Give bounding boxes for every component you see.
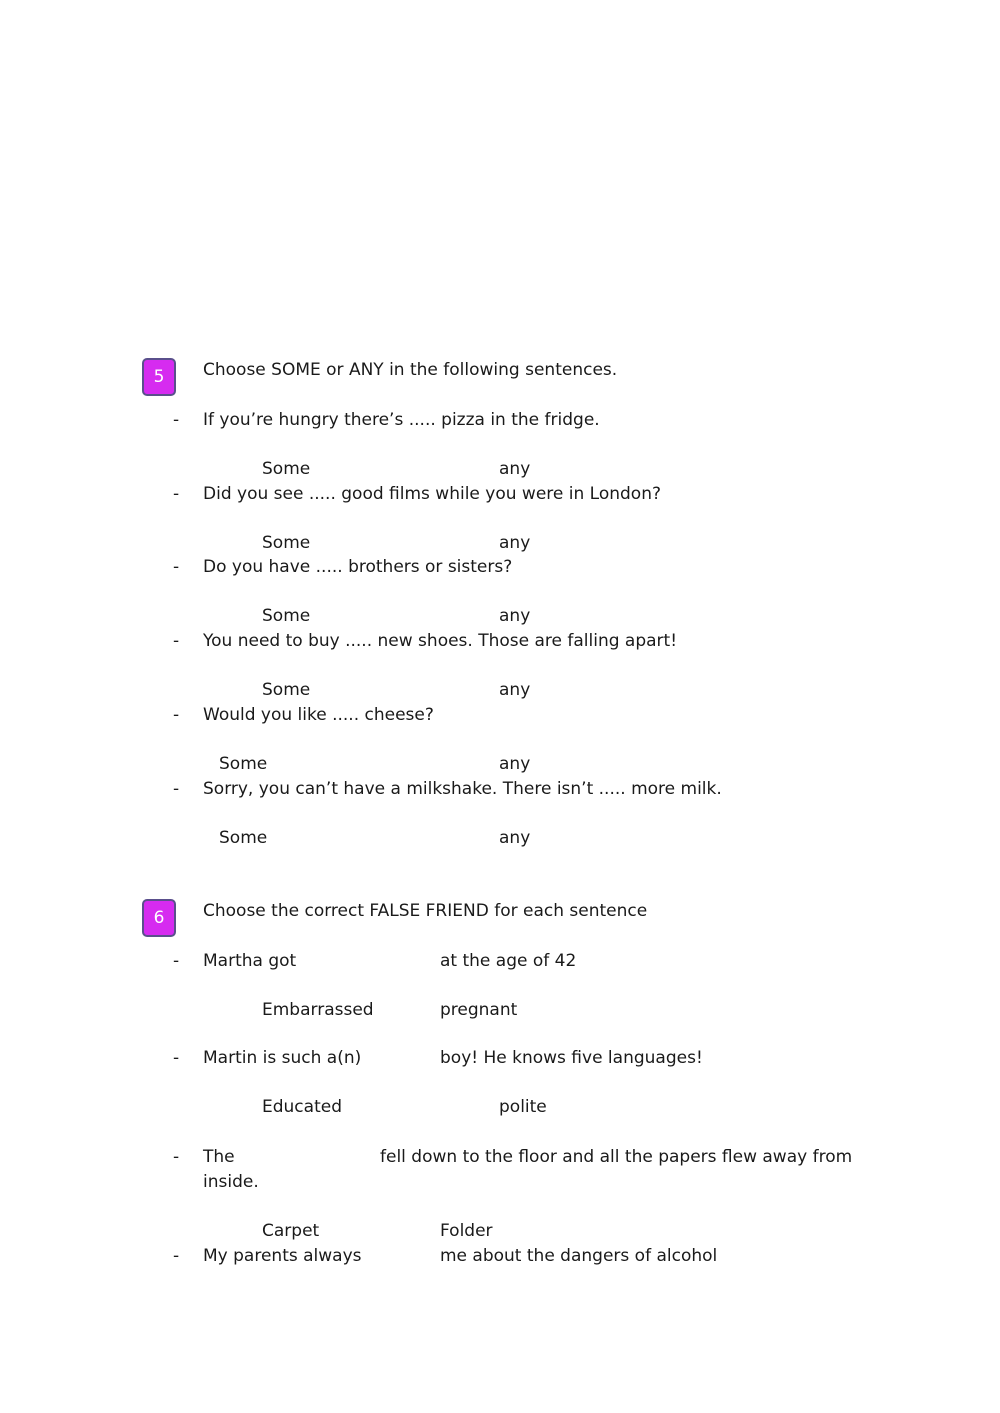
section-6-number: 6 bbox=[153, 908, 165, 928]
option-6-2-b[interactable]: polite bbox=[499, 1097, 547, 1117]
option-any-5-3[interactable]: any bbox=[499, 606, 531, 626]
section-5-instruction: Choose SOME or ANY in the following sentences. bbox=[203, 360, 618, 380]
bullet-dash: - bbox=[173, 1147, 180, 1167]
bullet-dash: - bbox=[173, 1048, 180, 1068]
bullet-dash: - bbox=[173, 631, 180, 651]
option-any-5-2[interactable]: any bbox=[499, 533, 531, 553]
option-some-5-1[interactable]: Some bbox=[262, 459, 311, 479]
option-some-5-6[interactable]: Some bbox=[219, 828, 268, 848]
sentence-6-2-start: Martin is such a(n) bbox=[203, 1048, 362, 1068]
sentence-6-3-end: fell down to the floor and all the papers flew away from bbox=[380, 1147, 853, 1167]
bullet-dash: - bbox=[173, 951, 180, 971]
section-5-number: 5 bbox=[153, 367, 165, 387]
option-some-5-2[interactable]: Some bbox=[262, 533, 311, 553]
section-6-number-badge bbox=[142, 899, 176, 937]
option-6-3-b[interactable]: Folder bbox=[440, 1221, 493, 1241]
option-any-5-6[interactable]: any bbox=[499, 828, 531, 848]
sentence-6-4-end: me about the dangers of alcohol bbox=[440, 1246, 718, 1266]
sentence-6-2-end: boy! He knows five languages! bbox=[440, 1048, 703, 1068]
sentence-6-1-start: Martha got bbox=[203, 951, 297, 971]
option-6-3-a[interactable]: Carpet bbox=[262, 1221, 320, 1241]
sentence-6-3-start: The bbox=[203, 1147, 235, 1167]
option-some-5-3[interactable]: Some bbox=[262, 606, 311, 626]
bullet-dash: - bbox=[173, 557, 180, 577]
sentence-5-1: If you’re hungry there’s ..... pizza in the fridge. bbox=[203, 410, 600, 430]
bullet-dash: - bbox=[173, 1246, 180, 1266]
sentence-6-4-start: My parents always bbox=[203, 1246, 362, 1266]
sentence-5-3: Do you have ..... brothers or sisters? bbox=[203, 557, 513, 577]
sentence-6-1-end: at the age of 42 bbox=[440, 951, 577, 971]
sentence-5-4: You need to buy ..... new shoes. Those are falling apart! bbox=[203, 631, 678, 651]
option-6-1-a[interactable]: Embarrassed bbox=[262, 1000, 374, 1020]
option-6-2-a[interactable]: Educated bbox=[262, 1097, 342, 1117]
sentence-5-2: Did you see ..... good films while you were in London? bbox=[203, 484, 661, 504]
bullet-dash: - bbox=[173, 779, 180, 799]
option-any-5-4[interactable]: any bbox=[499, 680, 531, 700]
bullet-dash: - bbox=[173, 705, 180, 725]
option-some-5-5[interactable]: Some bbox=[219, 754, 268, 774]
sentence-6-3-continuation: inside. bbox=[203, 1172, 259, 1192]
section-6-instruction: Choose the correct FALSE FRIEND for each sentence bbox=[203, 901, 648, 921]
sentence-5-5: Would you like ..... cheese? bbox=[203, 705, 434, 725]
bullet-dash: - bbox=[173, 484, 180, 504]
option-some-5-4[interactable]: Some bbox=[262, 680, 311, 700]
option-any-5-1[interactable]: any bbox=[499, 459, 531, 479]
bullet-dash: - bbox=[173, 410, 180, 430]
option-any-5-5[interactable]: any bbox=[499, 754, 531, 774]
option-6-1-b[interactable]: pregnant bbox=[440, 1000, 518, 1020]
sentence-5-6: Sorry, you can’t have a milkshake. There isn’t ..... more milk. bbox=[203, 779, 722, 799]
section-5-number-badge bbox=[142, 358, 176, 396]
